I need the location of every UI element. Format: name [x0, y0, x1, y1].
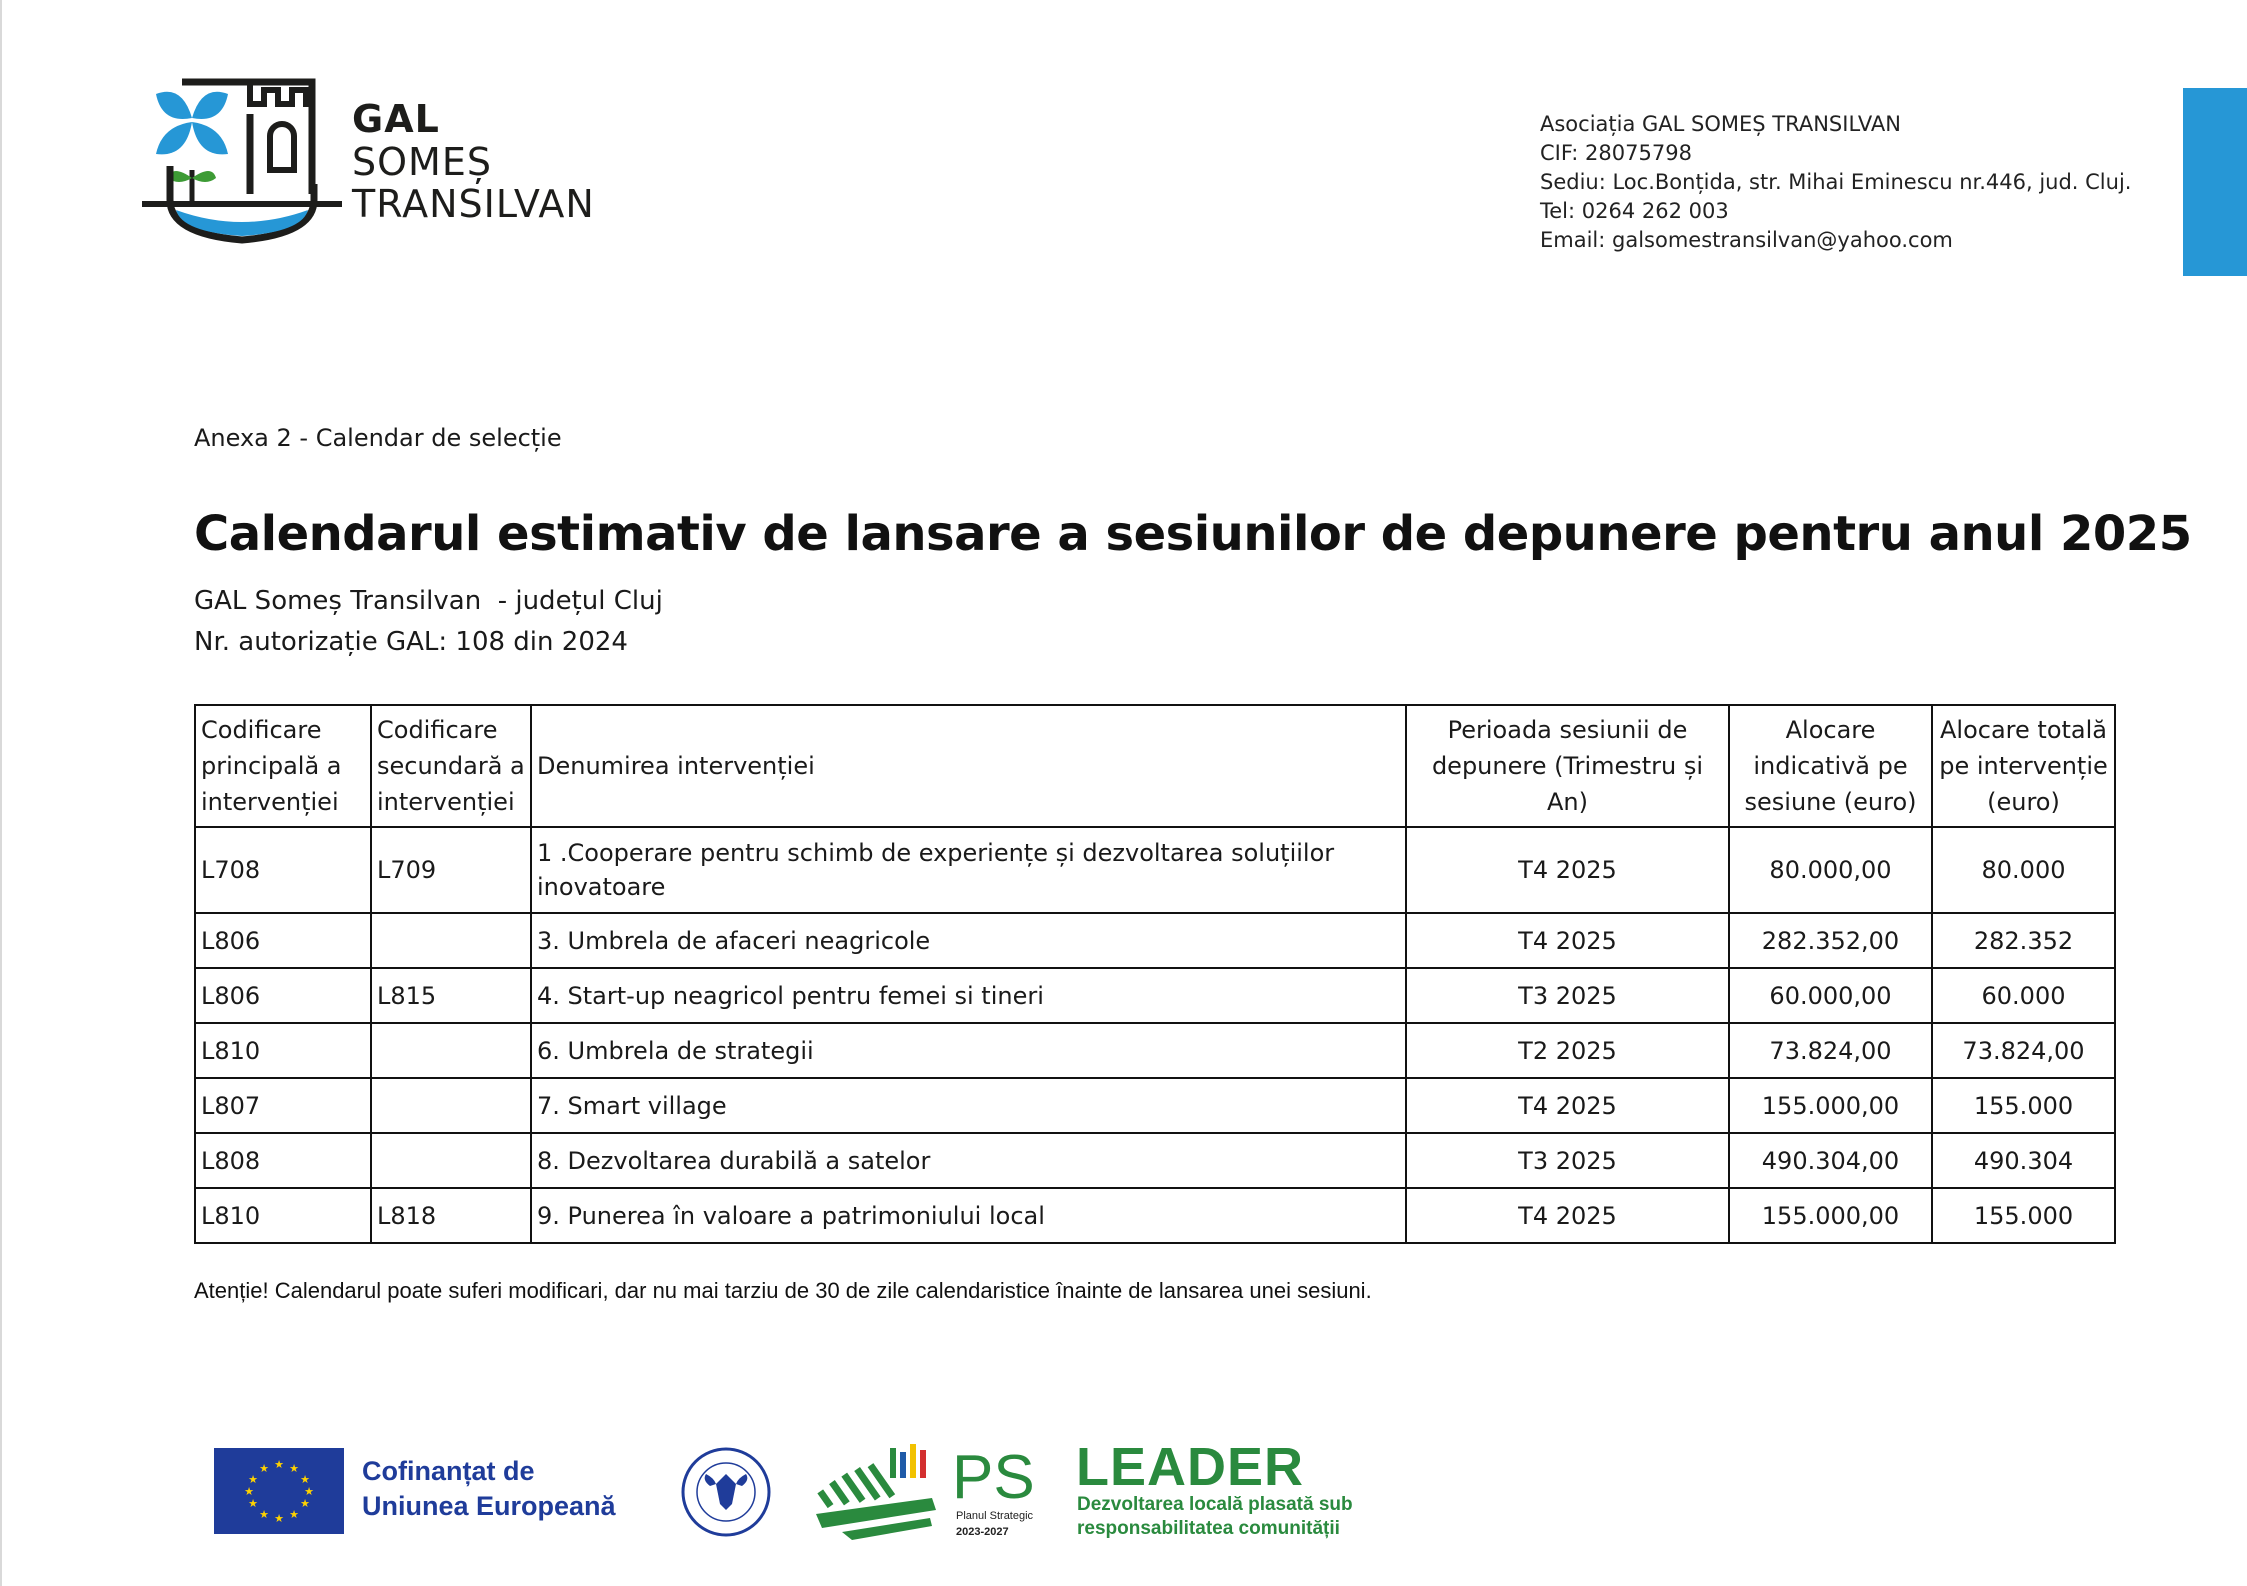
table-row [195, 1078, 2115, 1133]
cell-period: T2 2025 [1406, 1023, 1729, 1078]
cell-intervention-name: 9. Punerea în valoare a patrimoniului local [531, 1188, 1406, 1243]
cell-primary-code: L806 [195, 968, 371, 1023]
contact-address: Sediu: Loc.Bonțida, str. Mihai Eminescu nr.446, jud. Cluj. [1540, 170, 2132, 194]
cell-period: T4 2025 [1406, 827, 1729, 913]
page-edge [0, 0, 2, 1586]
cell-session-allocation: 155.000,00 [1729, 1078, 1932, 1133]
header-primary-code: Codificare principală a intervenției [195, 705, 371, 827]
svg-text:★: ★ [300, 1473, 310, 1486]
cell-primary-code: L806 [195, 913, 371, 968]
cell-total-allocation: 282.352 [1932, 913, 2115, 968]
table-row [195, 1133, 2115, 1188]
brand-tab [2183, 88, 2247, 276]
svg-text:★: ★ [300, 1497, 310, 1510]
cell-session-allocation: 490.304,00 [1729, 1133, 1932, 1188]
gal-logo [142, 74, 632, 254]
cell-secondary-code [371, 1023, 531, 1078]
table-row [195, 1023, 2115, 1078]
svg-text:★: ★ [248, 1497, 258, 1510]
cell-session-allocation: 155.000,00 [1729, 1188, 1932, 1243]
subtitle-authorization: Nr. autorizație GAL: 108 din 2024 [194, 627, 628, 657]
cell-intervention-name: 8. Dezvoltarea durabilă a satelor [531, 1133, 1406, 1188]
contact-block [1540, 110, 2131, 255]
cell-intervention-name: 6. Umbrela de strategii [531, 1023, 1406, 1078]
cell-period: T4 2025 [1406, 1078, 1729, 1133]
cell-total-allocation: 490.304 [1932, 1133, 2115, 1188]
svg-text:★: ★ [244, 1485, 254, 1498]
logo-line-1: GAL [352, 97, 440, 141]
svg-text:★: ★ [259, 1508, 269, 1521]
cell-primary-code: L808 [195, 1133, 371, 1188]
cell-total-allocation: 73.824,00 [1932, 1023, 2115, 1078]
cell-session-allocation: 73.824,00 [1729, 1023, 1932, 1078]
cell-secondary-code: L709 [371, 827, 531, 913]
cell-secondary-code [371, 913, 531, 968]
cell-secondary-code [371, 1078, 531, 1133]
contact-phone: Tel: 0264 262 003 [1540, 199, 1729, 223]
contact-email[interactable]: Email: galsomestransilvan@yahoo.com [1540, 228, 1953, 252]
cell-period: T3 2025 [1406, 1133, 1729, 1188]
page-title: Calendarul estimativ de lansare a sesiunilor de depunere pentru anul 2025 [194, 506, 2192, 562]
cell-total-allocation: 80.000 [1932, 827, 2115, 913]
cell-intervention-name: 7. Smart village [531, 1078, 1406, 1133]
cell-primary-code: L708 [195, 827, 371, 913]
ps-caption-1: Planul Strategic [956, 1510, 1034, 1522]
logo-line-2: SOMEȘ [352, 139, 492, 184]
cell-period: T3 2025 [1406, 968, 1729, 1023]
table-row [195, 1188, 2115, 1243]
cell-intervention-name: 4. Start-up neagricol pentru femei si tineri [531, 968, 1406, 1023]
annex-label: Anexa 2 - Calendar de selecție [194, 424, 562, 452]
cell-session-allocation: 80.000,00 [1729, 827, 1932, 913]
svg-text:★: ★ [289, 1462, 299, 1475]
cell-intervention-name: 3. Umbrela de afaceri neagricole [531, 913, 1406, 968]
leader-subtitle-2: responsabilitatea comunității [1077, 1518, 1340, 1539]
cell-secondary-code [371, 1133, 531, 1188]
subtitle-gal: GAL Someș Transilvan - județul Cluj [194, 586, 663, 616]
svg-text:★: ★ [274, 1512, 284, 1525]
svg-text:★: ★ [274, 1458, 284, 1471]
header-session-allocation: Alocare indicativă pe sesiune (euro) [1729, 705, 1932, 827]
logo-line-3: TRANSILVAN [352, 182, 595, 227]
eu-line-1: Cofinanțat de [362, 1456, 535, 1486]
table-row [195, 827, 2115, 913]
svg-text:★: ★ [248, 1473, 258, 1486]
eu-flag-icon [214, 1448, 344, 1534]
eu-line-2: Uniunea Europeană [362, 1491, 616, 1521]
ps-mark: PS [952, 1443, 1035, 1512]
warning-note: Atenție! Calendarul poate suferi modificari, dar nu mai tarziu de 30 de zile calendaristice înainte de lansarea unei sesiuni. [194, 1278, 1372, 1303]
header-period: Perioada sesiunii de depunere (Trimestru și An) [1406, 705, 1729, 827]
cell-total-allocation: 60.000 [1932, 968, 2115, 1023]
svg-text:★: ★ [259, 1462, 269, 1475]
cell-secondary-code: L818 [371, 1188, 531, 1243]
cell-session-allocation: 60.000,00 [1729, 968, 1932, 1023]
cell-primary-code: L810 [195, 1023, 371, 1078]
table-row [195, 913, 2115, 968]
cell-total-allocation: 155.000 [1932, 1188, 2115, 1243]
header-secondary-code: Codificare secundară a intervenției [371, 705, 531, 827]
contact-association: Asociația GAL SOMEȘ TRANSILVAN [1540, 112, 1901, 136]
eu-cofinancing-text [362, 1454, 616, 1524]
svg-text:★: ★ [304, 1485, 314, 1498]
leader-title: LEADER [1076, 1437, 1305, 1497]
header-total-allocation: Alocare totală pe intervenție (euro) [1932, 705, 2115, 827]
cell-total-allocation: 155.000 [1932, 1078, 2115, 1133]
cell-secondary-code: L815 [371, 968, 531, 1023]
calendar-table [194, 704, 2116, 1244]
table-header-row [195, 705, 2115, 827]
government-seal-icon [680, 1446, 772, 1538]
svg-text:★: ★ [289, 1508, 299, 1521]
table-row [195, 968, 2115, 1023]
leader-subtitle-1: Dezvoltarea locală plasată sub [1077, 1494, 1353, 1515]
cell-primary-code: L807 [195, 1078, 371, 1133]
cell-period: T4 2025 [1406, 1188, 1729, 1243]
logo-wordmark [352, 98, 595, 226]
ps-caption-2: 2023-2027 [956, 1526, 1009, 1538]
cell-intervention-name: 1 .Cooperare pentru schimb de experiențe și dezvoltarea soluțiilor inovatoare [531, 827, 1406, 913]
header-intervention-name: Denumirea intervenției [531, 705, 1406, 827]
cell-primary-code: L810 [195, 1188, 371, 1243]
gal-logo-icon [142, 74, 342, 254]
contact-cif: CIF: 28075798 [1540, 141, 1692, 165]
cell-session-allocation: 282.352,00 [1729, 913, 1932, 968]
cell-period: T4 2025 [1406, 913, 1729, 968]
